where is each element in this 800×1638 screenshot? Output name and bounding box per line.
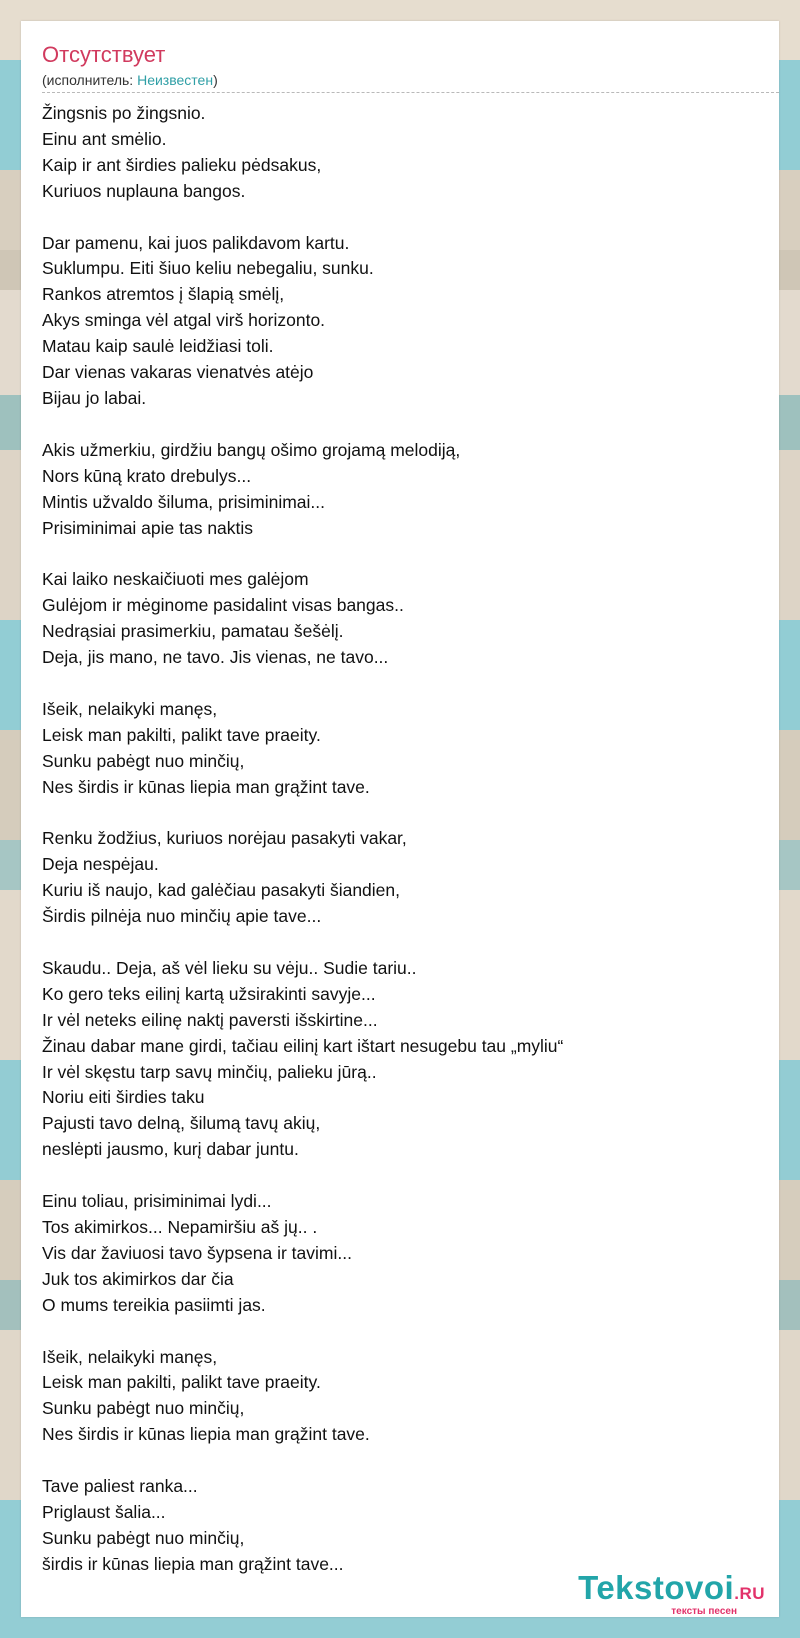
artist-prefix: (исполнитель: [42, 72, 138, 88]
artist-link[interactable]: Неизвестен [137, 72, 214, 88]
logo-tld: .RU [734, 1584, 765, 1603]
artist-suffix: ) [213, 72, 218, 88]
logo-tagline: тексты песен [671, 1606, 737, 1617]
lyrics-card [21, 21, 779, 1617]
site-logo[interactable] [578, 1571, 765, 1617]
lyrics-text: Žingsnis po žingsnio. Einu ant smėlio. Kaip ir ant širdies palieku pėdsakus, Kuriuos nuplauna bangos. Dar pamenu, kai juos palikdavom kartu. Suklumpu. Eiti šiuo keliu nebegaliu, sunku. Rankos atremtos į šlapią smėlį, Akys sminga vėl atgal virš horizonto. Matau kaip saulė leidžiasi toli. Dar vienas vakaras vienatvės atėjo Bijau jo labai. Akis užmerkiu, girdžiu bangų ošimo grojamą melodiją, Nors kūną krato drebulys... Mintis užvaldo šiluma, prisiminimai... Prisiminimai apie tas naktis Kai laiko neskaičiuoti mes galėjom Gulėjom ir mėginome pasidalint visas bangas.. Nedrąsiai prasimerkiu, pamatau šešėlį. Deja, jis mano, ne tavo. Jis vienas, ne tavo... Išeik, nelaikyki manęs, Leisk man pakilti, palikt tave praeity. Sunku pabėgt nuo minčių, Nes širdis ir kūnas liepia man grąžint tave. Renku žodžius, kuriuos norėjau pasakyti vakar, Deja nespėjau. Kuriu iš naujo, kad galėčiau pasakyti šiandien, Širdis pilnėja nuo minčių apie tave... Skaudu.. Deja, aš vėl lieku su vėju.. Sudie tariu.. Ko gero teks eilinį kartą užsirakinti savyje... Ir vėl neteks eilinę naktį paversti išskirtine... Žinau dabar mane girdi, tačiau eilinį kart ištart nesugebu tau „myliu“ Ir vėl skęstu tarp savų minčių, palieku jūrą.. Noriu eiti širdies taku Pajusti tavo delną, šilumą tavų akių, neslėpti jausmo, kurį dabar juntu. Einu toliau, prisiminimai lydi... Tos akimirkos... Nepamiršiu aš jų.. . Vis dar žaviuosi tavo šypsena ir tavimi... Juk tos akimirkos dar čia O mums tereikia pasiimti jas. Išeik, nelaikyki manęs, Leisk man pakilti, palikt tave praeity. Sunku pabėgt nuo minčių, Nes širdis ir kūnas liepia man grąžint tave. Tave paliest ranka... Priglaust šalia... Sunku pabėgt nuo minčių, širdis ir kūnas liepia man grąžint tave... [42, 103, 564, 1574]
song-title: Отсутствует [42, 42, 166, 67]
divider [42, 92, 779, 93]
artist-line [42, 71, 218, 89]
logo-name: Tekstovoi [578, 1569, 735, 1606]
logo-wordmark [578, 1571, 765, 1611]
